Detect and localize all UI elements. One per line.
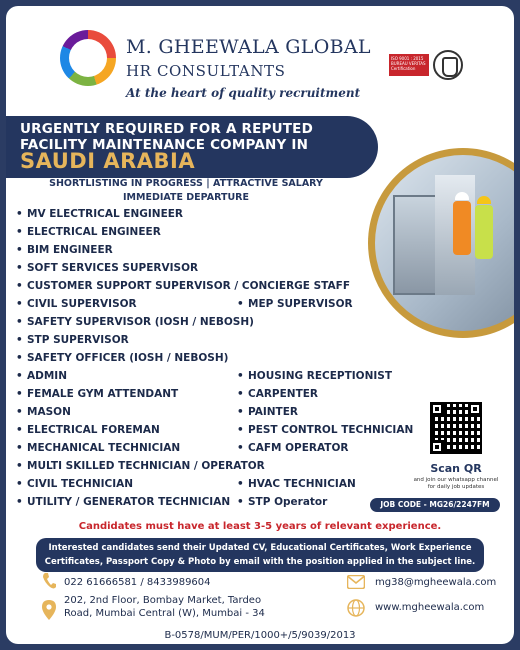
brand-subtitle: HR CONSULTANTS xyxy=(126,62,286,80)
job-item: • ELECTRICAL ENGINEER xyxy=(16,226,161,238)
job-item: • ELECTRICAL FOREMAN xyxy=(16,424,160,436)
job-item: • MASON xyxy=(16,406,71,418)
job-item: • SOFT SERVICES SUPERVISOR xyxy=(16,262,198,274)
address-line-2: Road, Mumbai Central (W), Mumbai - 34 xyxy=(64,608,265,619)
job-item: • STP SUPERVISOR xyxy=(16,334,129,346)
job-item: • MV ELECTRICAL ENGINEER xyxy=(16,208,183,220)
company-logo-icon xyxy=(60,30,116,86)
license-number: B-0578/MUM/PER/1000+/5/9039/2013 xyxy=(164,630,356,641)
job-item: • CARPENTER xyxy=(237,388,318,400)
email-address[interactable]: mg38@mgheewala.com xyxy=(375,577,497,588)
job-item: • MEP SUPERVISOR xyxy=(237,298,353,310)
application-instructions xyxy=(36,538,484,572)
job-item: • SAFETY OFFICER (IOSH / NEBOSH) xyxy=(16,352,228,364)
job-item: • MECHANICAL TECHNICIAN xyxy=(16,442,180,454)
iso-certification-badge: ISO 9001 : 2015 BUREAU VERITAS Certification xyxy=(389,54,429,76)
job-item: • HOUSING RECEPTIONIST xyxy=(237,370,392,382)
worker-figure xyxy=(453,201,471,255)
worker-figure xyxy=(475,205,493,259)
globe-icon xyxy=(347,599,365,617)
phone-icon xyxy=(42,572,56,590)
experience-requirement: Candidates must have at least 3-5 years of relevant experience. xyxy=(78,521,442,532)
notes-line-1: SHORTLISTING IN PROGRESS | ATTRACTIVE SALARY xyxy=(49,178,323,189)
phone-number[interactable]: 022 61666581 / 8433989604 xyxy=(64,577,211,588)
job-item: • HVAC TECHNICIAN xyxy=(237,478,356,490)
job-item: • SAFETY SUPERVISOR (IOSH / NEBOSH) xyxy=(16,316,254,328)
brand-name: M. GHEEWALA GLOBAL xyxy=(126,36,371,58)
job-item: • MULTI SKILLED TECHNICIAN / OPERATOR xyxy=(16,460,265,472)
location-pin-icon xyxy=(42,600,56,620)
job-item: • CAFM OPERATOR xyxy=(237,442,348,454)
tagline: At the heart of quality recruitment xyxy=(126,86,361,100)
headline-line-1: URGENTLY REQUIRED FOR A REPUTED xyxy=(20,121,313,137)
scan-qr-subtitle-2: for daily job updates xyxy=(427,484,485,490)
job-poster xyxy=(6,6,514,644)
job-item: • STP Operator xyxy=(237,496,327,508)
job-item: • CUSTOMER SUPPORT SUPERVISOR / CONCIERGE STAFF xyxy=(16,280,350,292)
website-url[interactable]: www.mgheewala.com xyxy=(375,602,485,613)
country-heading: SAUDI ARABIA xyxy=(20,149,196,173)
scan-qr-label: Scan QR xyxy=(430,462,482,475)
email-icon xyxy=(347,575,365,589)
job-item: • PEST CONTROL TECHNICIAN xyxy=(237,424,413,436)
notes-line-2: IMMEDIATE DEPARTURE xyxy=(123,192,249,203)
headline-line-2: FACILITY MAINTENANCE COMPANY IN xyxy=(20,137,309,153)
job-item: • PAINTER xyxy=(237,406,298,418)
qr-finder-patterns xyxy=(430,402,482,454)
job-code-badge: JOB CODE - MG26/2247FM xyxy=(370,498,500,512)
bureau-veritas-seal-icon xyxy=(433,50,463,80)
apply-line-2: Certificates, Passport Copy & Photo by email with the position applied in the subject line. xyxy=(44,557,476,567)
job-item: • CIVIL SUPERVISOR xyxy=(16,298,137,310)
job-item: • FEMALE GYM ATTENDANT xyxy=(16,388,178,400)
job-item: • BIM ENGINEER xyxy=(16,244,113,256)
job-item: • ADMIN xyxy=(16,370,67,382)
apply-line-1: Interested candidates send their Updated CV, Educational Certificates, Work Experience xyxy=(48,543,472,553)
job-item: • CIVIL TECHNICIAN xyxy=(16,478,133,490)
scan-qr-subtitle xyxy=(406,477,506,491)
scan-qr-subtitle-1: and join our whatsapp channel xyxy=(413,477,499,483)
job-item: • UTILITY / GENERATOR TECHNICIAN xyxy=(16,496,230,508)
address-line-1: 202, 2nd Floor, Bombay Market, Tardeo xyxy=(64,595,262,606)
